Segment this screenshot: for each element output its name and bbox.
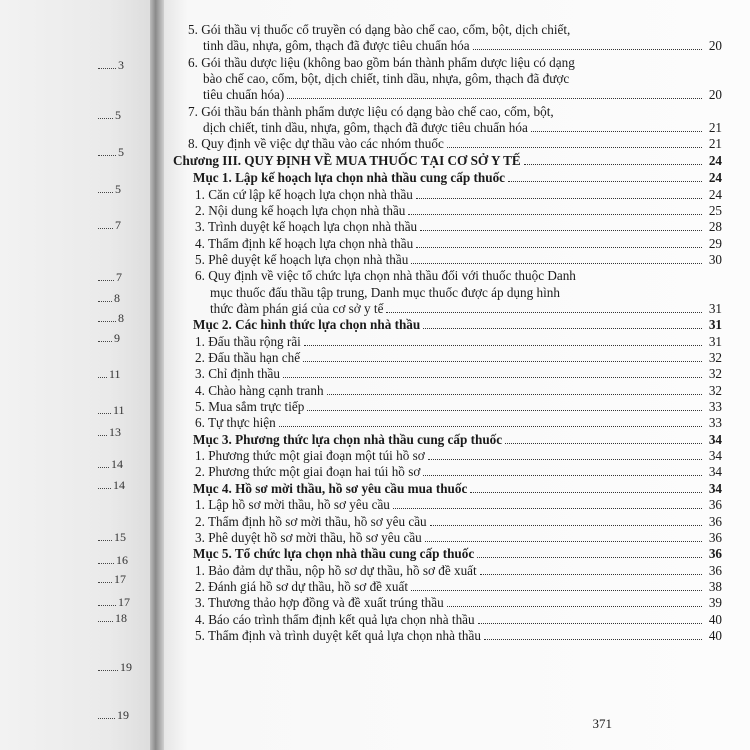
toc-entry-text: 3. Chỉ định thầu (195, 366, 280, 382)
toc-entry-text: 5. Phê duyệt kế hoạch lựa chọn nhà thầu (195, 251, 409, 267)
toc-leader-dots (478, 623, 702, 624)
left-page-leader-dots (98, 413, 111, 414)
left-page-number: 15 (114, 530, 126, 544)
toc-entry-text: 5. Gói thầu vị thuốc cổ truyền có dạng bào chế cao, cốm, bột, dịch chiết, (188, 22, 571, 37)
left-page-number: 9 (114, 331, 120, 345)
left-page-number: 17 (114, 572, 126, 586)
toc-leader-dots (423, 475, 702, 476)
toc-item-row (164, 497, 750, 512)
toc-leader-dots (508, 181, 702, 182)
left-page-number: 14 (111, 457, 123, 471)
toc-item-row (164, 514, 750, 529)
toc-leader-dots (307, 410, 702, 411)
toc-page-number: 33 (708, 399, 722, 415)
toc-item-row (164, 87, 750, 102)
left-page-leader-dots (98, 621, 113, 622)
toc-page-number: 29 (708, 235, 722, 251)
toc-entry-text: 4. Báo cáo trình thẩm định kết quả lựa chọn nhà thầu (195, 611, 475, 627)
left-page-number: 19 (117, 708, 129, 722)
toc-page-number: 30 (708, 251, 722, 267)
toc-leader-dots (279, 426, 702, 427)
left-page-leader-dots (98, 192, 113, 193)
toc-page-number: 32 (708, 366, 722, 382)
left-page-leader-dots (98, 280, 114, 281)
toc-chapter-row (164, 153, 750, 168)
toc-leader-dots (416, 198, 702, 199)
left-page-number: 18 (115, 611, 127, 625)
toc-page-number: 31 (708, 317, 722, 333)
toc-item-row (164, 350, 750, 365)
toc-entry-text: dịch chiết, tinh dầu, nhựa, gôm, thạch đã được tiêu chuẩn hóa (203, 120, 528, 136)
toc-item-row (164, 203, 750, 218)
toc-item-row (164, 252, 750, 267)
toc-leader-dots (428, 459, 702, 460)
toc-entry-text: Mục 1. Lập kế hoạch lựa chọn nhà thầu cung cấp thuốc (193, 170, 506, 186)
left-page-number: 7 (116, 270, 122, 284)
toc-item-row (164, 71, 750, 86)
toc-entry-text: Chương III. QUY ĐỊNH VỀ MUA THUỐC TẠI CƠ SỞ Y TẾ (173, 152, 521, 168)
toc-leader-dots (470, 492, 702, 493)
toc-entry-text: 1. Đấu thầu rộng rãi (195, 333, 301, 349)
left-page-leader-dots (98, 435, 107, 436)
toc-page-number: 36 (708, 562, 722, 578)
toc-item-row (164, 628, 750, 643)
toc-leader-dots (327, 394, 702, 395)
toc-item-row (164, 366, 750, 381)
left-page-number: 14 (113, 478, 125, 492)
toc-item-row (164, 38, 750, 53)
toc-item-row (164, 563, 750, 578)
toc-section-row (164, 432, 750, 447)
toc-page-number: 38 (708, 578, 722, 594)
left-page-number: 3 (118, 58, 124, 72)
toc-leader-dots (386, 312, 702, 313)
left-page-number: 11 (109, 367, 121, 381)
toc-leader-dots (447, 606, 702, 607)
right-page (164, 0, 750, 750)
toc-entry-text: 6. Tự thực hiện (195, 415, 276, 431)
toc-section-row (164, 546, 750, 561)
left-page-leader-dots (98, 341, 112, 342)
toc-leader-dots (287, 98, 702, 99)
toc-entry-text: 2. Thẩm định hồ sơ mời thầu, hồ sơ yêu cầu (195, 513, 427, 529)
page-number: 371 (592, 716, 612, 731)
toc-leader-dots (408, 214, 702, 215)
toc-entry-text: tiêu chuẩn hóa) (203, 87, 285, 103)
toc-entry-text: 8. Quy định về việc dự thầu vào các nhóm thuốc (188, 136, 444, 152)
toc-item-row (164, 120, 750, 135)
toc-item-row (164, 22, 750, 37)
toc-page-number: 20 (708, 38, 722, 54)
left-page-leader-dots (98, 582, 112, 583)
toc-leader-dots (430, 525, 702, 526)
toc-leader-dots (473, 49, 702, 50)
left-page-number: 16 (116, 553, 128, 567)
toc-section-row (164, 317, 750, 332)
toc-entry-text: 3. Phê duyệt hồ sơ mời thầu, hồ sơ yêu cầu (195, 529, 422, 545)
toc-page-number: 24 (708, 152, 722, 168)
toc-leader-dots (393, 508, 702, 509)
toc-item-row (164, 415, 750, 430)
left-page-number: 8 (118, 311, 124, 325)
left-page-leader-dots (98, 321, 116, 322)
left-page-leader-dots (98, 488, 111, 489)
toc-entry-text: 2. Nội dung kế hoạch lựa chọn nhà thầu (195, 202, 406, 218)
toc-entry-text: Mục 5. Tổ chức lựa chọn nhà thầu cung cấp thuốc (193, 546, 475, 562)
left-page-number: 5 (118, 145, 124, 159)
left-page (0, 0, 155, 750)
toc-page-number: 31 (708, 333, 722, 349)
toc-entry-text: 1. Phương thức một giai đoạn một túi hồ sơ (195, 448, 425, 464)
toc-page-number: 36 (708, 529, 722, 545)
toc-page-number: 21 (708, 120, 722, 136)
toc-leader-dots (524, 164, 702, 165)
left-page-leader-dots (98, 670, 118, 671)
toc-entry-text: mục thuốc đấu thầu tập trung, Danh mục thuốc được áp dụng hình (210, 284, 560, 300)
toc-page-number: 33 (708, 415, 722, 431)
toc-leader-dots (420, 230, 702, 231)
toc-leader-dots (505, 443, 702, 444)
toc-item-row (164, 595, 750, 610)
toc-page-number: 36 (708, 513, 722, 529)
toc-item-row (164, 136, 750, 151)
left-page-leader-dots (98, 718, 115, 719)
toc-leader-dots (531, 131, 702, 132)
toc-item-row (164, 187, 750, 202)
toc-page-number: 36 (708, 497, 722, 513)
toc-page-number: 36 (708, 546, 722, 562)
toc-item-row (164, 219, 750, 234)
toc-page-number: 39 (708, 595, 722, 611)
toc-leader-dots (484, 639, 702, 640)
toc-item-row (164, 104, 750, 119)
toc-entry-text: 1. Căn cứ lập kế hoạch lựa chọn nhà thầu (195, 186, 413, 202)
toc-section-row (164, 481, 750, 496)
toc-entry-text: thức đàm phán giá của cơ sở y tế (210, 300, 384, 316)
toc-leader-dots (283, 377, 702, 378)
left-page-number: 17 (118, 595, 130, 609)
toc-item-row (164, 464, 750, 479)
toc-item-row (164, 448, 750, 463)
toc-page-number: 20 (708, 87, 722, 103)
left-page-leader-dots (98, 155, 116, 156)
toc-item-row (164, 612, 750, 627)
toc-section-row (164, 170, 750, 185)
toc-entry-text: 2. Phương thức một giai đoạn hai túi hồ sơ (195, 464, 421, 480)
toc-page-number: 34 (708, 480, 722, 496)
toc-entry-text: bào chế cao, cốm, bột, dịch chiết, tinh dầu, nhựa, gôm, thạch đã được (203, 71, 570, 87)
toc-item-row (164, 55, 750, 70)
left-page-leader-dots (98, 228, 113, 229)
toc-page-number: 31 (708, 300, 722, 316)
left-page-number: 7 (115, 218, 121, 232)
toc-entry-text: Mục 4. Hồ sơ mời thầu, hồ sơ yêu cầu mua thuốc (193, 480, 468, 496)
toc-item-row (164, 268, 750, 283)
left-page-number: 8 (114, 291, 120, 305)
toc-leader-dots (425, 541, 702, 542)
toc-item-row (164, 530, 750, 545)
toc-entry-text: tinh dầu, nhựa, gôm, thạch đã được tiêu chuẩn hóa (203, 38, 470, 54)
toc-page-number: 25 (708, 202, 722, 218)
toc-page-number: 28 (708, 219, 722, 235)
toc-page-number: 34 (708, 448, 722, 464)
toc-entry-text: 3. Thương thảo hợp đồng và đề xuất trúng thầu (195, 595, 444, 611)
toc-entry-text: 4. Thẩm định kế hoạch lựa chọn nhà thầu (195, 235, 414, 251)
toc-leader-dots (411, 590, 702, 591)
toc-leader-dots (423, 328, 702, 329)
left-page-leader-dots (98, 605, 116, 606)
toc-item-row (164, 334, 750, 349)
toc-entry-text: 4. Chào hàng cạnh tranh (195, 382, 324, 398)
toc-page-number: 24 (708, 170, 722, 186)
toc-entry-text: 3. Trình duyệt kế hoạch lựa chọn nhà thầu (195, 219, 418, 235)
toc-leader-dots (304, 345, 702, 346)
toc-entry-text: 1. Lập hồ sơ mời thầu, hồ sơ yêu cầu (195, 497, 390, 513)
toc-entry-text: 5. Thẩm định và trình duyệt kết quả lựa chọn nhà thầu (195, 627, 481, 643)
toc-item-row (164, 579, 750, 594)
toc-item-row (164, 236, 750, 251)
toc-leader-dots (477, 557, 702, 558)
toc-entry-text: 6. Quy định về việc tổ chức lựa chọn nhà thầu đối với thuốc thuộc Danh (195, 268, 576, 284)
toc-page-number: 32 (708, 382, 722, 398)
left-page-leader-dots (98, 301, 112, 302)
toc-entry-text: 7. Gói thầu bán thành phẩm dược liệu có dạng bào chế cao, cốm, bột, (188, 103, 554, 119)
toc-leader-dots (411, 263, 702, 264)
toc-leader-dots (480, 574, 702, 575)
toc-leader-dots (303, 361, 702, 362)
left-page-number: 13 (109, 425, 121, 439)
toc-page-number: 32 (708, 350, 722, 365)
left-page-leader-dots (98, 563, 114, 564)
toc-item-row (164, 399, 750, 414)
left-page-number: 5 (115, 108, 121, 122)
left-page-number: 19 (120, 660, 132, 674)
toc-leader-dots (416, 247, 702, 248)
left-page-leader-dots (98, 377, 107, 378)
book-gutter (150, 0, 164, 750)
toc-page-number: 34 (708, 464, 722, 480)
toc-entry-text: 6. Gói thầu dược liệu (không bao gồm bán thành phẩm dược liệu có dạng (188, 54, 575, 70)
toc-page-number: 40 (708, 611, 722, 627)
left-page-leader-dots (98, 68, 116, 69)
toc-page-number: 40 (708, 627, 722, 643)
toc-item-row (164, 301, 750, 316)
left-page-leader-dots (98, 118, 113, 119)
left-page-number: 5 (115, 182, 121, 196)
toc-page-number: 34 (708, 431, 722, 447)
toc-leader-dots (447, 147, 702, 148)
toc-entry-text: 2. Đánh giá hồ sơ dự thầu, hồ sơ đề xuất (195, 578, 409, 594)
toc-entry-text: Mục 2. Các hình thức lựa chọn nhà thầu (193, 317, 421, 333)
toc-entry-text: Mục 3. Phương thức lựa chọn nhà thầu cung cấp thuốc (193, 431, 503, 447)
toc-page-number: 21 (708, 136, 722, 152)
toc-entry-text: 1. Bảo đảm dự thầu, nộp hồ sơ dự thầu, hồ sơ đề xuất (195, 562, 477, 578)
toc-page-number: 24 (708, 186, 722, 202)
toc-entry-text: 5. Mua sắm trực tiếp (195, 399, 305, 415)
left-page-leader-dots (98, 540, 112, 541)
toc-item-row (164, 383, 750, 398)
toc-item-row (164, 285, 750, 300)
toc-entry-text: 2. Đấu thầu hạn chế (195, 350, 301, 365)
left-page-leader-dots (98, 467, 109, 468)
left-page-number: 11 (113, 403, 125, 417)
